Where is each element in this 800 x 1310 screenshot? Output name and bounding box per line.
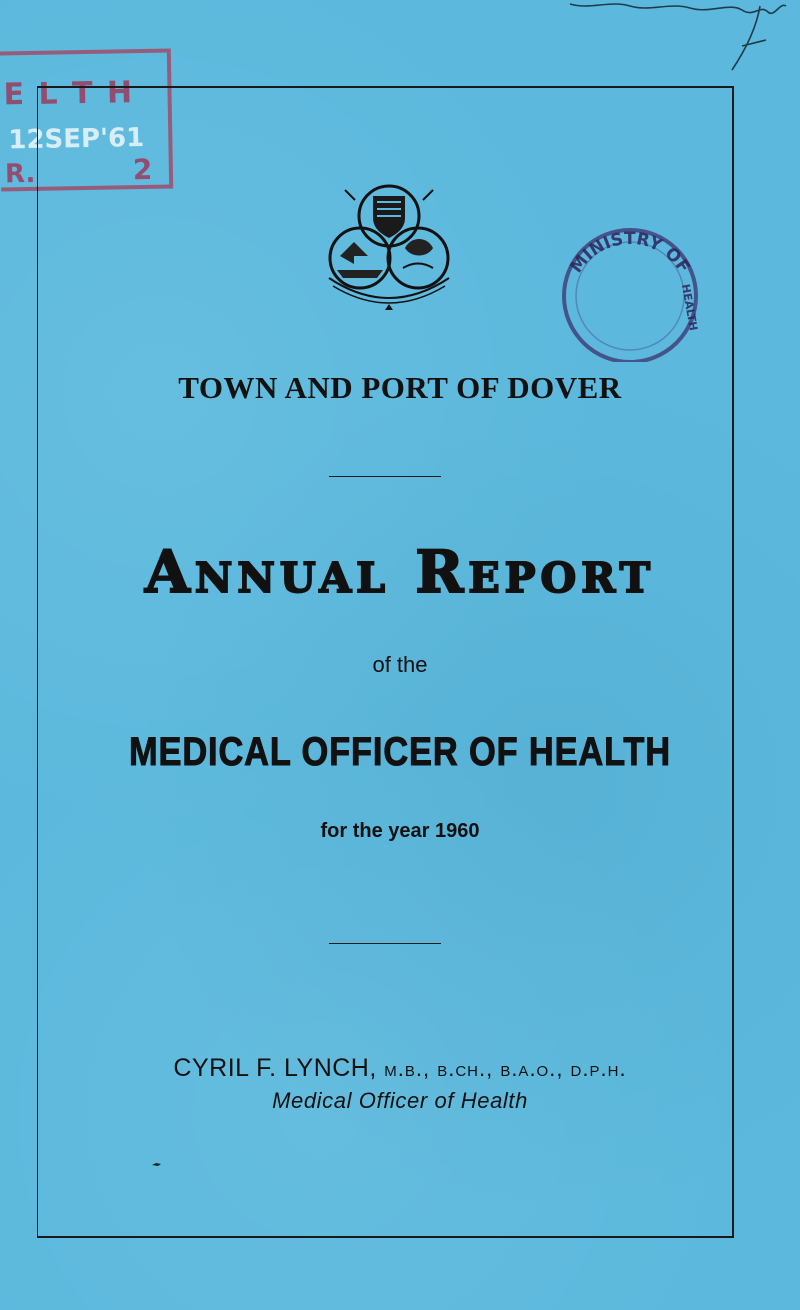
ink-speck <box>152 1162 162 1167</box>
stamp-line-1: E L T H <box>3 75 135 113</box>
year-line: for the year 1960 <box>320 820 480 842</box>
divider-bottom <box>329 943 441 944</box>
officer-heading: MEDICAL OFFICER OF HEALTH <box>129 730 671 774</box>
svg-text:MINISTRY OF <box>567 229 694 277</box>
author-role: Medical Officer of Health <box>272 1088 528 1113</box>
seal-text: MINISTRY OF <box>566 228 694 277</box>
author-line <box>0 1054 800 1083</box>
seal-text-side: HEALTH <box>678 283 700 332</box>
town-heading: TOWN AND PORT OF DOVER <box>178 370 622 405</box>
stamp-line-4: 2 <box>132 152 153 187</box>
author-name: CYRIL F. LYNCH, <box>173 1054 377 1082</box>
dover-coat-of-arms-icon <box>325 178 453 312</box>
ministry-of-health-seal-icon <box>548 210 708 362</box>
handwritten-signature-icon <box>560 0 800 80</box>
report-title: Annual Report <box>144 538 656 606</box>
stamp-date: 12SEP'61 <box>8 122 145 156</box>
stamp-line-3: R. <box>4 158 36 190</box>
of-the-text: of the <box>372 652 428 677</box>
author-qualifications: m.b., b.ch., b.a.o., d.p.h. <box>384 1056 627 1081</box>
divider-top <box>329 476 441 477</box>
